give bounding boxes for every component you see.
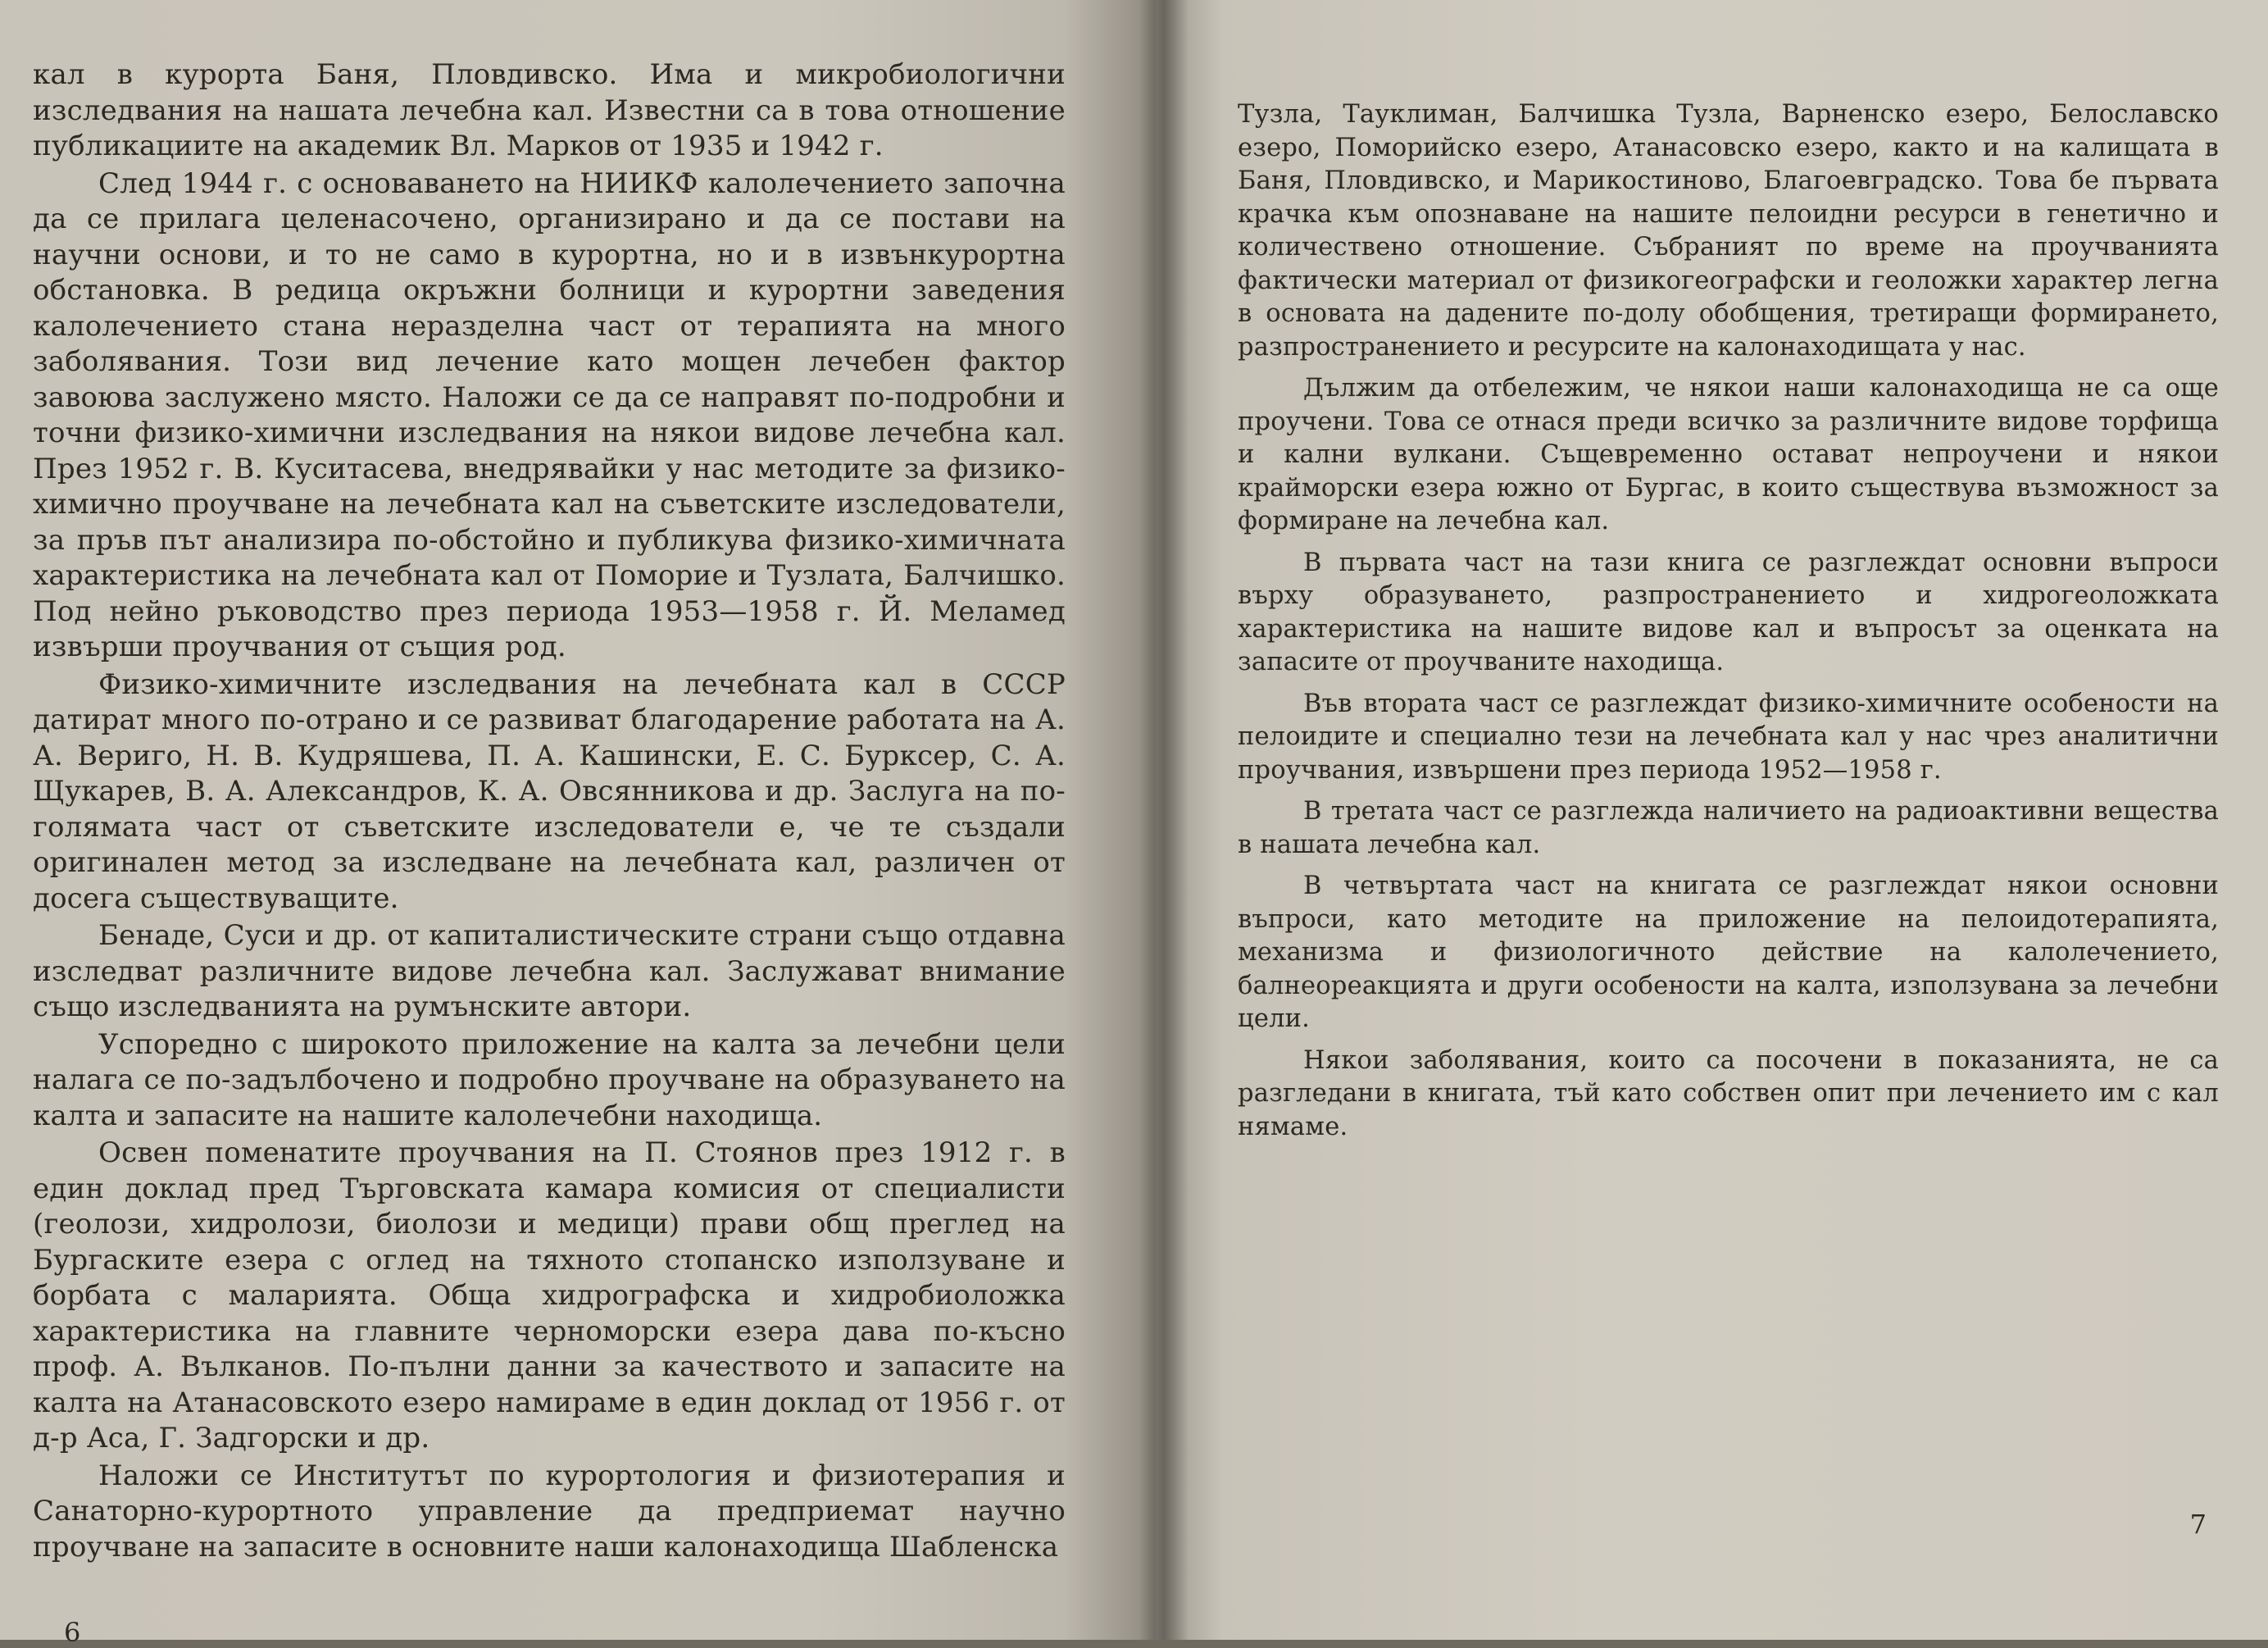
left-paragraph-4: Бенаде, Суси и др. от капиталистическите страни също отдавна изследват различните видове лечебна кал. Заслужават внимание също изследванията на румънските автори. [33,919,1066,1023]
right-paragraph-1: Тузла, Тауклиман, Балчишка Тузла, Варненско езеро, Белославско езеро, Поморийско езеро, Атанасовско езеро, както и на калищата в Баня, Пловдивско, и Марикостиново, Благоевградско. Това бе първата крачка към опознаване на нашите пелоидни ресурси в генетично и количествено отношение. Събраният по време на проучванията фактически материал от физикогеографски и геоложки характер легна в основата на дадените по-долу обобщения, третиращи формирането, разпространението и ресурсите на калонаходищата у нас. [1238,100,2219,362]
right-paragraph-5: В третата част се разглежда наличието на радиоактивни вещества в нашата лечебна кал. [1238,797,2219,859]
right-page-number: 7 [2189,1509,2207,1540]
right-paragraph-7: Някои заболявания, които са посочени в показанията, не са разгледани в книгата, тъй като собствен опит при лечението им с кал нямаме. [1238,1045,2219,1141]
right-page [1156,0,2268,1640]
left-paragraph-5: Успоредно с широкото приложение на калта за лечебни цели налага се по-задълбочено и подробно проучване на образуването на калта и запасите на нашите калолечебни находища. [33,1027,1066,1132]
left-page-number: 6 [64,1617,81,1648]
right-paragraph-3: В първата част на тази книга се разглеждат основни въпроси върху образуването, разпространението и хидрогеоложката характеристика на нашите видове кал и въпросът за оценката на запасите от проучваните находища. [1238,548,2219,676]
right-paragraph-4: Във втората част се разглеждат физико-химичните особености на пелоидите и специално тези на лечебната кал у нас чрез аналитични проучвания, извършени през периода 1952—1958 г. [1238,689,2219,785]
right-paragraph-2: Дължим да отбележим, че някои наши калонаходища не са още проучени. Това се отнася преди всичко за различните видове торфища и кални вулкани. Същевременно остават непроучени и някои крайморски езера южно от Бургас, в които съществува възможност за формиране на лечебна кал. [1238,374,2219,535]
left-paragraph-3: Физико-химичните изследвания на лечебната кал в СССР датират много по-отрано и се развиват благодарение работата на А. А. Вериго, Н. В. Кудряшева, П. А. Кашински, Е. С. Бурксер, С. А. Щукарев, В. А. Александров, К. А. Овсянникова и др. Заслуга на по-голямата част от съветските изследователи е, че те създали оригинален метод за изследване на лечебната кал, различен от досега съществуващите. [33,667,1066,915]
left-paragraph-1: кал в курорта Баня, Пловдивско. Има и микробиологични изследвания на нашата лечебна кал. Известни са в това отношение публикациите на академик Вл. Марков от 1935 и 1942 г. [33,58,1066,162]
right-paragraph-6: В четвъртата част на книгата се разглеждат някои основни въпроси, като методите на приложение на пелоидотерапията, механизма и физиологичното действие на калолечението, балнеореакцията и други особености на калта, използувана за лечебни цели. [1238,872,2219,1033]
left-paragraph-7: Наложи се Институтът по курортология и физиотерапия и Санаторно-курортното управление да предприемат научно проучване на запасите в основните наши калонаходища Шабленска [33,1459,1066,1564]
left-paragraph-6: Освен поменатите проучвания на П. Стоянов през 1912 г. в един доклад пред Търговската камара комисия от специалисти (геолози, хидролози, биолози и медици) прави общ преглед на Бургаските езера с оглед на тяхното стопанско използуване и борбата с маларията. Обща хидрографска и хидробиоложка характеристика на главните черноморски езера дава по-късно проф. А. Вълканов. По-пълни данни за качеството и запасите на калта на Атанасовското езеро намираме в един доклад от 1956 г. от д-р Аса, Г. Задгорски и др. [33,1136,1066,1455]
left-paragraph-2: След 1944 г. с основаването на НИИКФ калолечението започна да се прилага целенасочено, организирано и да се постави на научни основи, и то не само в курортна, но и в извънкурортна обстановка. В редица окръжни болници и курортни заведения калолечението стана неразделна част от терапията на много заболявания. Този вид лечение като мощен лечебен фактор завоюва заслужено място. Наложи се да се направят по-подробни и точни физико-химични изследвания на някои видове лечебна кал. През 1952 г. В. Куситасева, внедрявайки у нас методите за физико-химично проучване на лечебната кал на съветските изследователи, за пръв път анализира по-обстойно и публикува физико-химичната характеристика на лечебната кал от Поморие и Тузлата, Балчишко. Под нейно ръководство през периода 1953—1958 г. Й. Меламед извърши проучвания от същия род. [33,166,1066,663]
